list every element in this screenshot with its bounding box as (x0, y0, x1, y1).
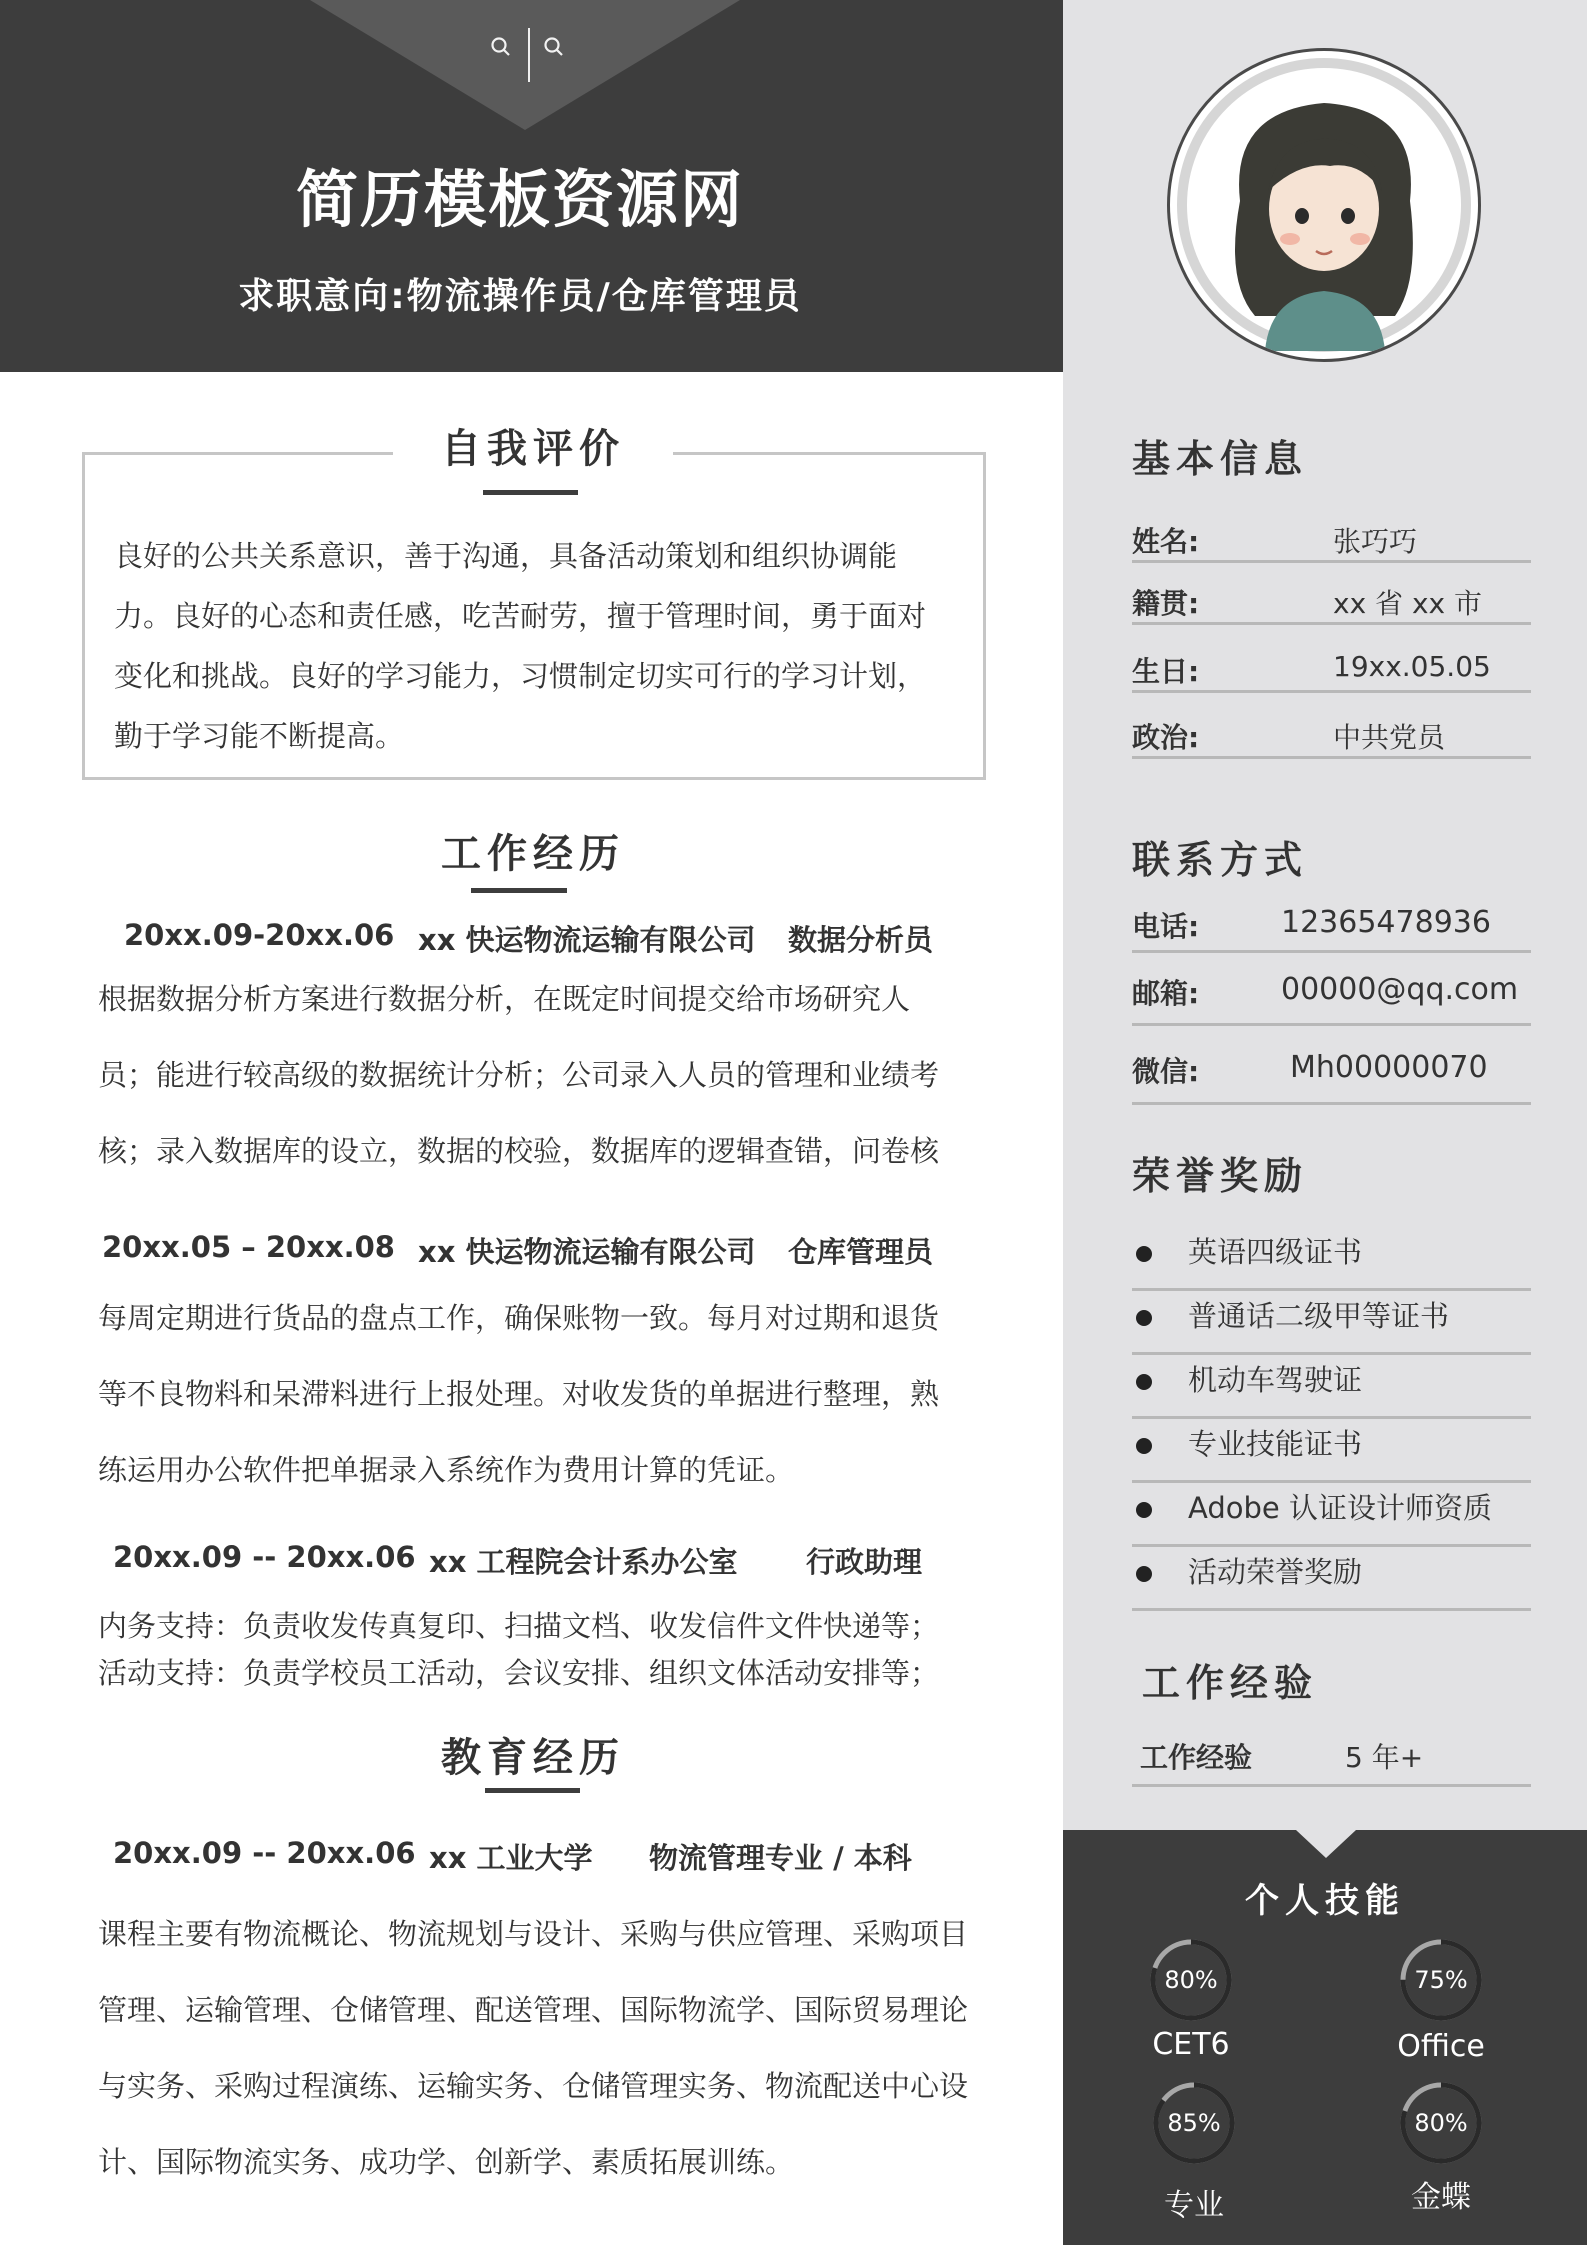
field-label: 籍贯: (1132, 587, 1200, 620)
resume-title: 简历模板资源网 (295, 163, 744, 236)
job-desc-line: 等不良物料和呆滞料进行上报处理。对收发货的单据进行整理，熟 (98, 1377, 940, 1411)
search-icon[interactable] (490, 36, 512, 64)
job-company: xx 快运物流运输有限公司 (418, 923, 756, 957)
avatar (1167, 48, 1481, 362)
job-role: 仓库管理员 (788, 1235, 934, 1269)
field-value: 中共党员 (1333, 721, 1446, 754)
field-value: 19xx.05.05 (1333, 650, 1491, 683)
experience-title: 工作经验 (1142, 1661, 1319, 1705)
field-label: 生日: (1132, 655, 1200, 688)
skill-percent: 80% (1414, 2109, 1468, 2137)
self-eval-line: 力。良好的心态和责任感，吃苦耐劳，擅于管理时间，勇于面对 (114, 599, 927, 633)
honor-item (1132, 1486, 1531, 1547)
email-value: 00000@qq.com (1281, 972, 1519, 1007)
wechat-value: Mh00000070 (1290, 1050, 1488, 1085)
field-label: 邮箱: (1132, 977, 1200, 1010)
job-intent: 求职意向:物流操作员/仓库管理员 (238, 276, 802, 317)
field-value: 张巧巧 (1333, 525, 1418, 558)
job-desc-line: 每周定期进行货品的盘点工作，确保账物一致。每月对过期和退货 (98, 1301, 940, 1335)
field-label: 姓名: (1132, 525, 1200, 558)
skills-notch (1296, 1830, 1356, 1858)
title-underline (485, 1788, 580, 1793)
basic-info-row (1132, 650, 1531, 693)
bullet (1136, 1566, 1152, 1582)
basic-info-row (1132, 520, 1531, 563)
skill-percent: 75% (1414, 1966, 1468, 1994)
bullet (1136, 1438, 1152, 1454)
honor-label: 专业技能证书 (1188, 1427, 1363, 1461)
self-eval-line: 变化和挑战。良好的学习能力，习惯制定切实可行的学习计划， (114, 659, 927, 693)
skill-label: 金蝶 (1411, 2180, 1471, 2215)
search-icon[interactable] (543, 36, 565, 64)
honor-item (1132, 1422, 1531, 1483)
education-title: 教育经历 (441, 1735, 625, 1781)
edu-desc-line: 与实务、采购过程演练、运输实务、仓储管理实务、物流配送中心设 (98, 2069, 969, 2103)
work-title: 工作经历 (441, 831, 625, 877)
honor-label: Adobe 认证设计师资质 (1188, 1491, 1492, 1525)
skill-label: CET6 (1152, 2027, 1230, 2062)
job-desc-line: 核；录入数据库的设立，数据的校验，数据库的逻辑查错，问卷核 (98, 1134, 940, 1168)
basic-info-row (1132, 582, 1531, 625)
basic-info-title: 基本信息 (1132, 437, 1309, 481)
skill-percent: 85% (1167, 2109, 1221, 2137)
job-desc-line: 活动支持：负责学校员工活动，会议安排、组织文体活动安排等； (98, 1656, 940, 1690)
job-company: xx 快运物流运输有限公司 (418, 1235, 756, 1269)
bullet (1136, 1374, 1152, 1390)
edu-desc-line: 课程主要有物流概论、物流规划与设计、采购与供应管理、采购项目 (98, 1917, 969, 1951)
field-value: xx 省 xx 市 (1333, 587, 1482, 620)
skill-label: 专业 (1164, 2188, 1224, 2223)
bullet (1136, 1310, 1152, 1326)
job-period: 20xx.09 -- 20xx.06 (113, 1540, 416, 1574)
job-role: 行政助理 (806, 1545, 923, 1579)
edu-desc-line: 计、国际物流实务、成功学、创新学、素质拓展训练。 (98, 2145, 795, 2179)
field-value: 5 年+ (1345, 1741, 1424, 1774)
skill-gauge (1149, 2078, 1239, 2223)
job-role: 数据分析员 (788, 923, 934, 957)
honor-item (1132, 1230, 1531, 1291)
edu-period: 20xx.09 -- 20xx.06 (113, 1836, 416, 1870)
header-triangle (310, 0, 740, 130)
job-desc-line: 员；能进行较高级的数据统计分析；公司录入人员的管理和业绩考 (98, 1058, 940, 1092)
self-eval-line: 勤于学习能不断提高。 (114, 719, 405, 753)
field-label: 微信: (1132, 1055, 1200, 1088)
honor-label: 英语四级证书 (1188, 1235, 1363, 1269)
skill-label: Office (1397, 2029, 1485, 2064)
contact-title: 联系方式 (1132, 838, 1309, 882)
field-label: 电话: (1132, 910, 1200, 943)
edu-school: xx 工业大学 (429, 1841, 593, 1875)
honor-item (1132, 1294, 1531, 1355)
skill-percent: 80% (1164, 1966, 1218, 1994)
edu-desc-line: 管理、运输管理、仓储管理、配送管理、国际物流学、国际贸易理论 (98, 1993, 969, 2027)
skills-title: 个人技能 (1245, 1881, 1405, 1921)
title-underline (471, 888, 567, 893)
edu-major: 物流管理专业 / 本科 (649, 1841, 912, 1875)
honor-item (1132, 1550, 1531, 1611)
basic-info-row (1132, 716, 1531, 759)
honor-label: 普通话二级甲等证书 (1188, 1299, 1450, 1333)
honors-title: 荣誉奖励 (1132, 1154, 1309, 1198)
job-desc-line: 根据数据分析方案进行数据分析，在既定时间提交给市场研究人 (98, 982, 911, 1016)
field-label: 工作经验 (1140, 1741, 1253, 1774)
skill-gauge (1396, 1935, 1486, 2064)
job-period: 20xx.05 – 20xx.08 (102, 1230, 395, 1264)
header-separator (528, 28, 530, 82)
skill-gauge (1396, 2078, 1486, 2215)
experience-row (1132, 1736, 1531, 1787)
contact-row (1132, 972, 1531, 1026)
self-eval-title: 自我评价 (441, 426, 625, 472)
job-desc-line: 练运用办公软件把单据录入系统作为费用计算的凭证。 (98, 1453, 795, 1487)
job-desc-line: 内务支持：负责收发传真复印、扫描文档、收发信件文件快递等； (98, 1609, 940, 1643)
self-eval-line: 良好的公共关系意识，善于沟通，具备活动策划和组织协调能 (114, 539, 898, 573)
job-company: xx 工程院会计系办公室 (429, 1545, 738, 1579)
contact-row (1132, 905, 1531, 953)
phone-value: 12365478936 (1281, 905, 1491, 940)
honor-item (1132, 1358, 1531, 1419)
bullet (1136, 1246, 1152, 1262)
title-underline (483, 490, 578, 495)
skill-gauge (1146, 1935, 1236, 2062)
bullet (1136, 1502, 1152, 1518)
job-period: 20xx.09-20xx.06 (124, 918, 395, 952)
contact-row (1132, 1050, 1531, 1105)
honor-label: 活动荣誉奖励 (1188, 1555, 1363, 1589)
field-label: 政治: (1132, 721, 1200, 754)
honor-label: 机动车驾驶证 (1188, 1363, 1363, 1397)
